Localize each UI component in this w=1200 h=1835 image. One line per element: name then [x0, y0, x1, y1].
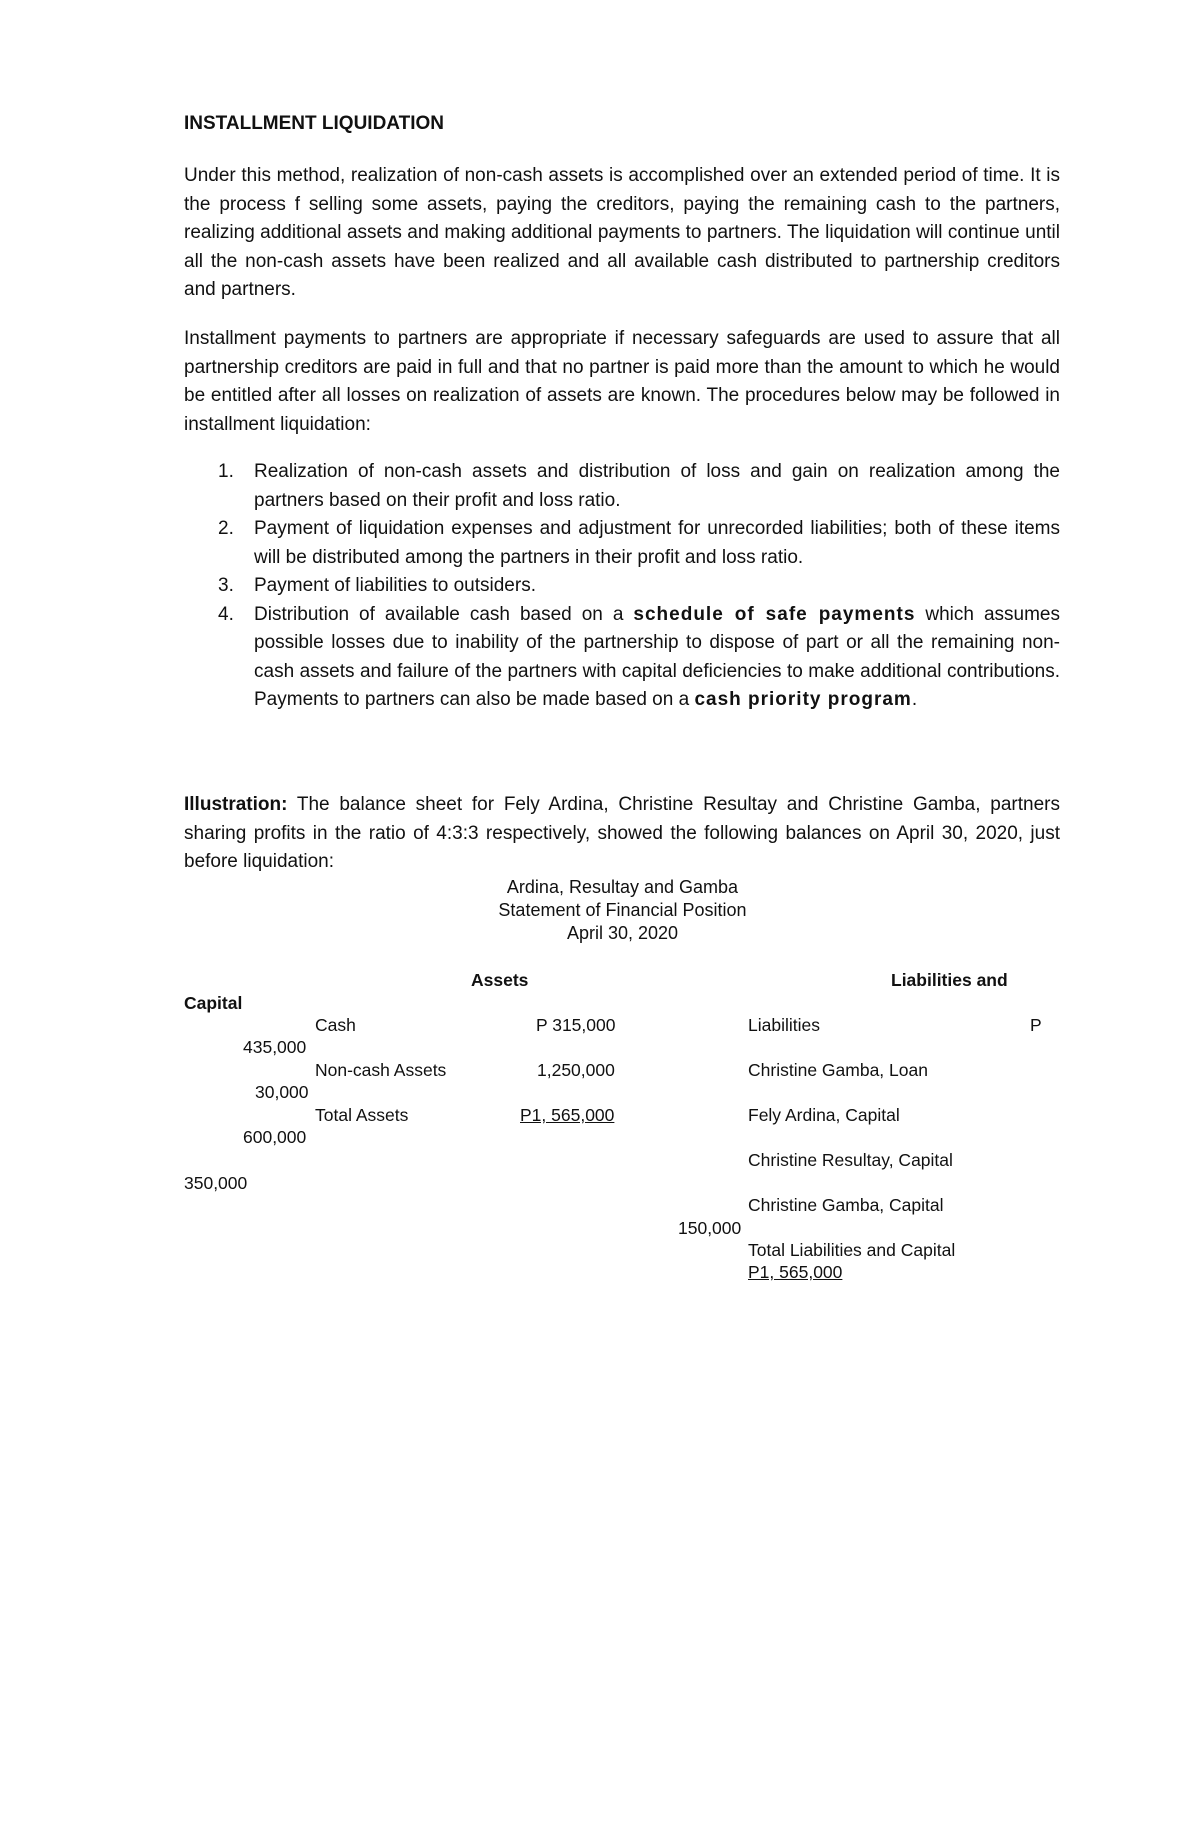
list-item: [184, 458, 1060, 515]
list-item: [184, 572, 1060, 601]
list-text: Payment of liquidation expenses and adjustment for unrecorded liabilities; both of these items will be distributed among the partners in their profit and loss ratio.: [254, 518, 1060, 568]
illustration-label: Illustration:: [184, 794, 288, 815]
list-number: 1.: [218, 461, 234, 482]
list-item: [184, 601, 1060, 715]
procedure-list: [184, 458, 1060, 715]
liabilities-header: Liabilities and: [891, 970, 1008, 990]
list-number: 3.: [218, 575, 234, 596]
ardina-capital-value: 600,000: [243, 1127, 307, 1147]
capital-header: Capital: [184, 993, 243, 1013]
list-text: Payment of liabilities to outsiders.: [254, 575, 536, 596]
cash-priority-term: cash priority program: [694, 689, 912, 710]
list-item: [184, 515, 1060, 572]
list-number: 2.: [218, 518, 234, 539]
list-text: Distribution of available cash based on a: [254, 603, 634, 625]
noncash-label: Non-cash Assets: [315, 1060, 447, 1080]
illustration-text: The balance sheet for Fely Ardina, Christine Resultay and Christine Gamba, partners sharing profits in the ratio of 4:3:3 respectively, showed the following balances on April 30, 2020, just before liquidation:: [184, 794, 1060, 872]
loan-label: Christine Gamba, Loan: [748, 1060, 928, 1080]
liabilities-value: 435,000: [243, 1037, 307, 1057]
document-title: INSTALLMENT LIQUIDATION: [184, 113, 444, 134]
liabilities-prefix: P: [1030, 1015, 1042, 1035]
total-assets-value: P1, 565,000: [520, 1105, 615, 1125]
intro-paragraph: Under this method, realization of non-cash assets is accomplished over an extended period of time. It is the process f selling some assets, paying the creditors, paying the remaining cash to the partners, realizing additional assets and making additional payments to partners. The liquidation will continue until all the non-cash assets have been realized and all available cash distributed to partnership creditors and partners.: [184, 165, 1060, 300]
list-text: .: [911, 689, 918, 710]
total-liab-capital-label: Total Liabilities and Capital: [748, 1240, 956, 1260]
statement-date: April 30, 2020: [566, 923, 679, 943]
illustration-paragraph: [184, 791, 1060, 877]
cash-value: P 315,000: [536, 1015, 616, 1035]
noncash-value: 1,250,000: [537, 1060, 615, 1080]
resultay-capital-value: 350,000: [184, 1173, 248, 1193]
resultay-capital-label: Christine Resultay, Capital: [748, 1150, 953, 1170]
list-text: Realization of non-cash assets and distribution of loss and gain on realization among the partners based on their profit and loss ratio.: [254, 461, 1060, 511]
gamba-capital-value: 150,000: [678, 1218, 742, 1238]
cash-label: Cash: [315, 1015, 356, 1035]
gamba-capital-label: Christine Gamba, Capital: [748, 1195, 944, 1215]
safeguards-paragraph: Installment payments to partners are appropriate if necessary safeguards are used to assure that all partnership creditors are paid in full and that no partner is paid more than the amount to which he would be entitled after all losses on realization of assets are known. The procedures below may be followed in installment liquidation:: [184, 328, 1060, 435]
assets-header: Assets: [471, 970, 529, 990]
total-liab-capital-value: P1, 565,000: [748, 1262, 843, 1282]
total-assets-label: Total Assets: [315, 1105, 409, 1125]
statement-name: Statement of Financial Position: [498, 900, 747, 920]
list-text: which assumes possible losses due to inability of the partnership to dispose of part or all the remaining non-cash assets and failure of the partners with capital deficiencies to make additional contributions. Payments to partners can also be made based on a: [254, 603, 1060, 710]
ardina-capital-label: Fely Ardina, Capital: [748, 1105, 900, 1125]
list-number: 4.: [218, 603, 234, 625]
statement-company: Ardina, Resultay and Gamba: [506, 877, 739, 897]
safe-payments-term: schedule of safe payments: [633, 603, 916, 625]
loan-value: 30,000: [255, 1082, 309, 1102]
liabilities-label: Liabilities: [748, 1015, 820, 1035]
